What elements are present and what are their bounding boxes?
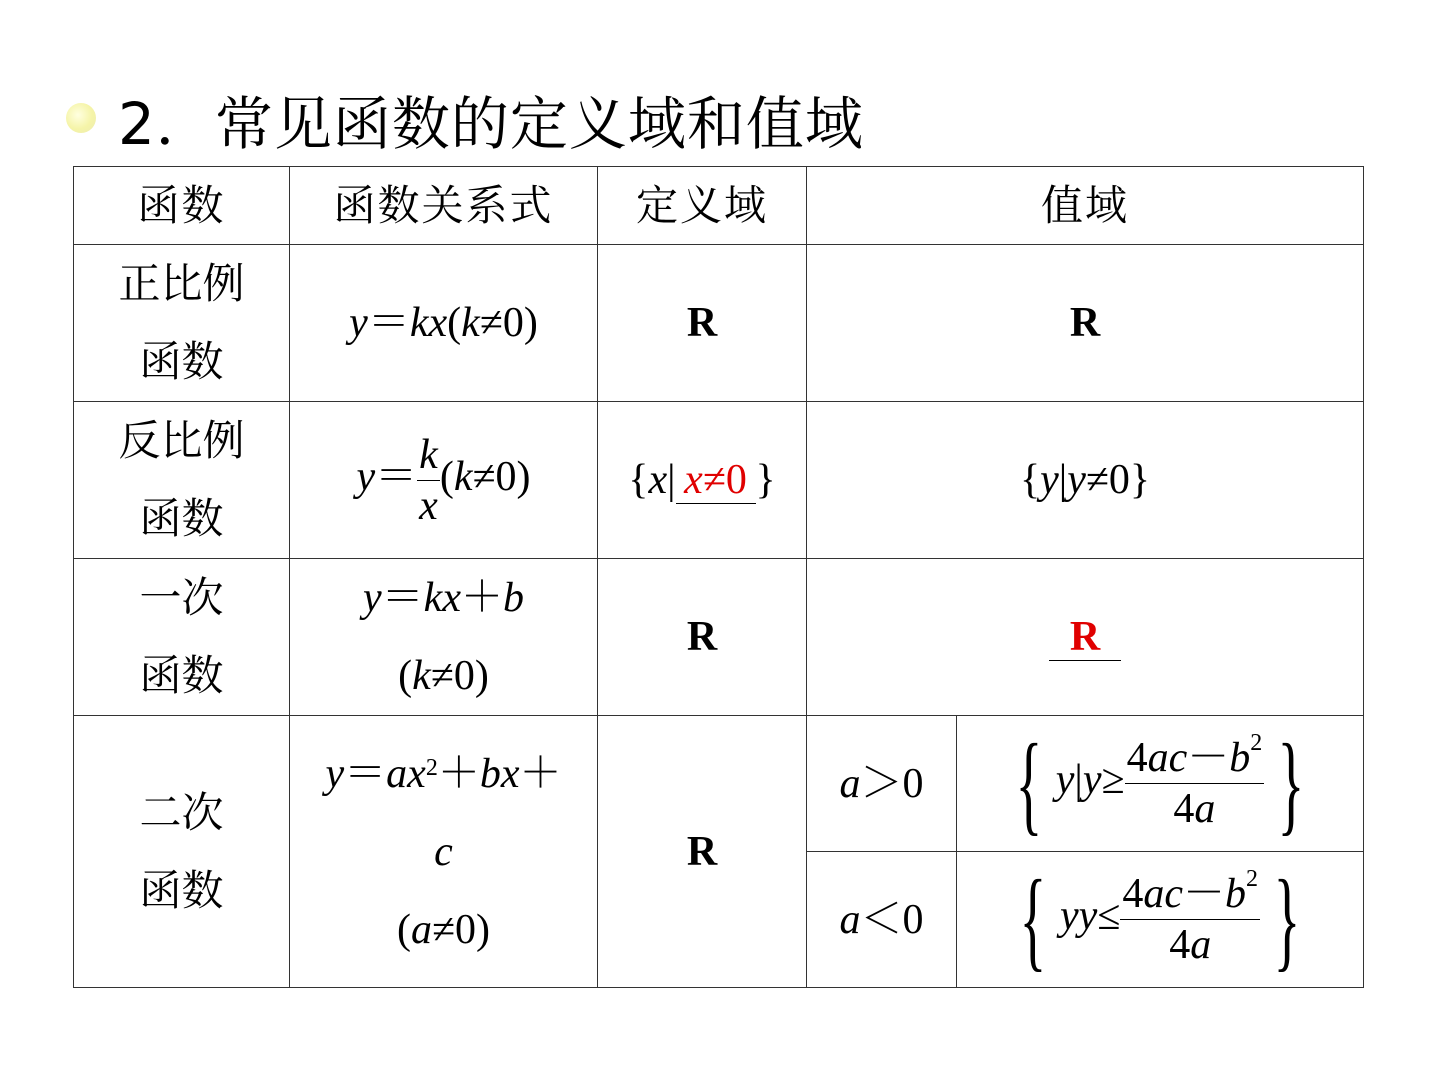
range-cell [957,852,1364,988]
formula: y＝ $\frac{k}{x}$ (k≠0) [356,431,531,529]
formula-cell [290,245,598,402]
table-row [74,559,1364,716]
title-bullet [66,103,96,133]
function-name-cell [74,402,290,559]
domain-cell [598,559,807,716]
condition-cell [807,852,957,988]
slide-title: 2．常见函数的定义域和值域 [118,90,864,158]
range-set: {y|y≠0} [1019,457,1151,503]
answer-blank: x≠0 [676,457,756,504]
domain-value: R [686,828,718,875]
header-range: 值域 [807,167,1364,245]
range-cell [807,559,1364,716]
range-set: { y|y≥ $\frac{4ac-b^2}{4a}$ } [1015,721,1305,846]
header-row [74,167,1364,245]
function-name-line: 函数 [139,651,224,700]
domain-value: R [686,300,718,346]
function-name-line: 一次 [139,573,224,622]
condition-cell [807,716,957,852]
formula-line: c [434,828,453,875]
function-table [73,166,1364,988]
formula: y＝kx(k≠0) [349,300,538,346]
function-name-line: 函数 [139,494,224,543]
header-domain: 定义域 [598,167,807,245]
domain-cell [598,245,807,402]
function-name-line: 反比例 [118,416,245,465]
function-name-cell [74,245,290,402]
function-name-cell [74,716,290,988]
header-function: 函数 [74,167,290,245]
function-name-line: 函数 [139,865,224,915]
range-cell [807,245,1364,402]
range-set: { yy≤ $\frac{4ac-b^2}{4a}$ } [1019,857,1301,982]
formula-line: (k≠0) [398,653,489,699]
function-name-cell [74,559,290,716]
function-name-line: 函数 [139,337,224,386]
condition: a＞0 [839,760,924,807]
formula-line: (a≠0) [396,906,491,953]
function-name-line: 二次 [139,787,224,837]
range-cell [957,716,1364,852]
formula-cell [290,559,598,716]
formula-cell [290,716,598,988]
table-row [74,716,1364,852]
formula-line: $y=ax^2+bx+$ [325,750,562,797]
domain-value: R [686,614,718,660]
fraction: $\frac{4ac-b^2}{4a}$ [1122,866,1259,968]
header-formula: 函数关系式 [290,167,598,245]
range-value: R [1069,300,1101,346]
domain-cell [598,716,807,988]
answer-blank: R [1049,614,1121,661]
domain-set: {x| x≠0 } [628,457,776,503]
fraction: $\frac{4ac-b^2}{4a}$ [1126,730,1263,832]
condition: a＜0 [839,896,924,943]
table-row [74,245,1364,402]
range-cell [807,402,1364,559]
formula-line: y＝kx＋b [363,575,524,621]
formula-cell [290,402,598,559]
domain-cell [598,402,807,559]
table-row [74,402,1364,559]
fraction: $\frac{k}{x}$ [419,431,438,529]
function-name-line: 正比例 [118,259,245,308]
